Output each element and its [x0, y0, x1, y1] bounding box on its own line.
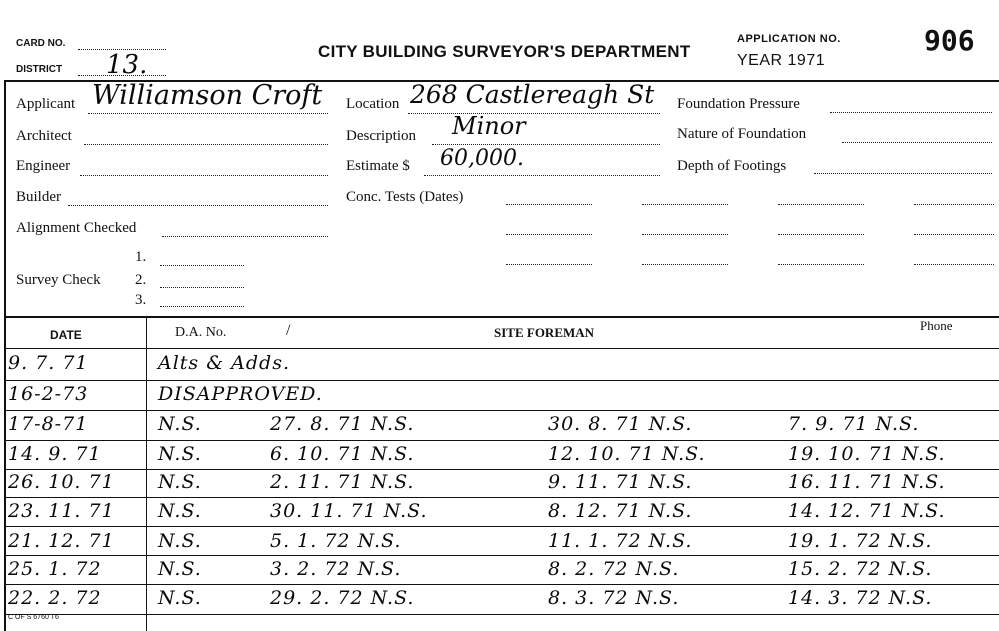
inspection-entry: 8. 12. 71 N.S. [548, 500, 693, 522]
estimate-value: 60,000. [440, 146, 524, 171]
row-divider [4, 555, 999, 556]
year-label: YEAR 1971 [737, 52, 826, 69]
alignment-field [162, 236, 328, 237]
application-no-label: APPLICATION NO. [737, 33, 841, 45]
inspection-entry: 29. 2. 72 N.S. [270, 587, 415, 609]
row-date: 17-8-71 [8, 413, 89, 435]
inspection-entry: N.S. [158, 471, 202, 493]
inspection-entry: 7. 9. 71 N.S. [788, 413, 920, 435]
row-divider [4, 526, 999, 527]
engineer-field [80, 175, 328, 176]
row-divider [4, 497, 999, 498]
conc-test-field [914, 234, 994, 235]
depth-footings-label: Depth of Footings [677, 158, 787, 174]
row-date: 9. 7. 71 [8, 352, 89, 374]
inspection-entry: N.S. [158, 413, 202, 435]
conc-test-field [778, 204, 864, 205]
inspection-entry: 14. 3. 72 N.S. [788, 587, 933, 609]
section-divider [4, 316, 999, 318]
inspection-entry: 3. 2. 72 N.S. [270, 558, 402, 580]
inspection-entry: 6. 10. 71 N.S. [270, 443, 415, 465]
estimate-field [424, 175, 660, 176]
architect-field [84, 144, 328, 145]
inspection-entry: 19. 1. 72 N.S. [788, 530, 933, 552]
inspection-entry: 16. 11. 71 N.S. [788, 471, 946, 493]
form-code: C OF S 6760 T6 [8, 614, 59, 621]
alignment-label: Alignment Checked [16, 220, 137, 236]
inspection-entry: 5. 1. 72 N.S. [270, 530, 402, 552]
inspection-entry: N.S. [158, 558, 202, 580]
inspection-entry: 8. 2. 72 N.S. [548, 558, 680, 580]
inspection-entry: 30. 11. 71 N.S. [270, 500, 428, 522]
inspection-entry: 12. 10. 71 N.S. [548, 443, 706, 465]
description-value: Minor [452, 112, 526, 140]
row-date: 22. 2. 72 [8, 587, 102, 609]
conc-test-field [778, 264, 864, 265]
conc-test-field [642, 264, 728, 265]
conc-test-field [642, 204, 728, 205]
conc-test-field [642, 234, 728, 235]
row-remark: Alts & Adds. [158, 352, 291, 374]
foundation-pressure-label: Foundation Pressure [677, 96, 800, 112]
application-no-value: 906 [924, 24, 975, 57]
inspection-entry: 11. 1. 72 N.S. [548, 530, 693, 552]
location-label: Location [346, 96, 400, 112]
conc-test-field [506, 234, 592, 235]
row-date: 26. 10. 71 [8, 471, 115, 493]
survey-item-3: 3. [135, 292, 147, 308]
inspection-entry: 14. 12. 71 N.S. [788, 500, 946, 522]
inspection-entry: N.S. [158, 500, 202, 522]
foundation-pressure-field [830, 112, 992, 113]
date-column-header: DATE [50, 328, 82, 342]
inspection-entry: 27. 8. 71 N.S. [270, 413, 415, 435]
conc-test-field [914, 204, 994, 205]
conc-test-field [506, 204, 592, 205]
location-field [408, 113, 660, 114]
survey-check-label: Survey Check [16, 272, 101, 288]
row-divider [4, 469, 999, 470]
table-header-divider [4, 348, 999, 349]
row-date: 14. 9. 71 [8, 443, 102, 465]
survey-field-1 [160, 265, 244, 266]
inspection-entry: N.S. [158, 587, 202, 609]
applicant-value: Williamson Croft [92, 80, 323, 111]
row-remark: DISAPPROVED. [158, 383, 323, 405]
da-no-column-header: D.A. No. [175, 325, 227, 340]
district-value: 13. [106, 50, 148, 80]
nature-foundation-field [842, 142, 992, 143]
page-title: CITY BUILDING SURVEYOR'S DEPARTMENT [318, 42, 691, 61]
card-no-label: CARD NO. [16, 38, 66, 49]
inspection-entry: 2. 11. 71 N.S. [270, 471, 415, 493]
nature-foundation-label: Nature of Foundation [677, 126, 807, 142]
survey-item-2: 2. [135, 272, 147, 288]
builder-field [68, 205, 328, 206]
builder-label: Builder [16, 189, 61, 205]
conc-test-field [914, 264, 994, 265]
row-date: 21. 12. 71 [8, 530, 115, 552]
inspection-entry: 30. 8. 71 N.S. [548, 413, 693, 435]
applicant-field [88, 113, 328, 114]
row-date: 23. 11. 71 [8, 500, 115, 522]
inspection-entry: 9. 11. 71 N.S. [548, 471, 693, 493]
inspection-entry: 19. 10. 71 N.S. [788, 443, 946, 465]
survey-field-2 [160, 287, 244, 288]
inspection-entry: N.S. [158, 530, 202, 552]
description-field [432, 144, 660, 145]
depth-footings-field [814, 173, 992, 174]
survey-field-3 [160, 306, 244, 307]
inspection-entry: N.S. [158, 443, 202, 465]
survey-item-1: 1. [135, 249, 147, 265]
applicant-label: Applicant [16, 96, 76, 112]
row-divider [4, 584, 999, 585]
architect-label: Architect [16, 128, 72, 144]
location-value: 268 Castlereagh St [410, 80, 655, 109]
row-divider [4, 410, 999, 411]
conc-tests-label: Conc. Tests (Dates) [346, 189, 464, 205]
left-border [4, 80, 6, 631]
da-no-mark: / [286, 322, 291, 339]
estimate-label: Estimate $ [346, 158, 410, 174]
engineer-label: Engineer [16, 158, 71, 174]
description-label: Description [346, 128, 416, 144]
row-divider [4, 440, 999, 441]
phone-column-header: Phone [920, 318, 953, 333]
row-divider [4, 380, 999, 381]
site-foreman-column-header: SITE FOREMAN [494, 325, 595, 340]
row-date: 16-2-73 [8, 383, 89, 405]
inspection-entry: 15. 2. 72 N.S. [788, 558, 933, 580]
inspection-entry: 8. 3. 72 N.S. [548, 587, 680, 609]
row-date: 25. 1. 72 [8, 558, 102, 580]
row-divider [4, 614, 999, 615]
conc-test-field [506, 264, 592, 265]
conc-test-field [778, 234, 864, 235]
district-label: DISTRICT [16, 64, 63, 75]
